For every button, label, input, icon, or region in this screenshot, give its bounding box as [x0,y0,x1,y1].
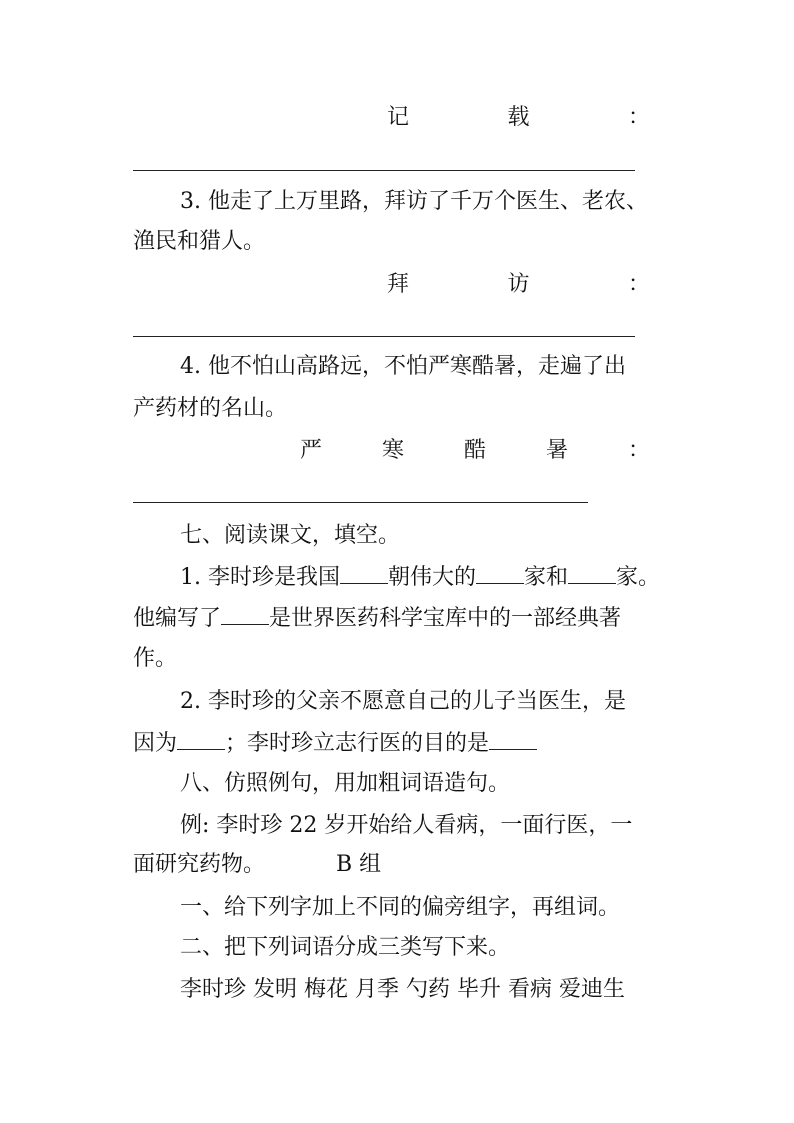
term-cold-heat [300,437,650,465]
text-segment: 朝伟大的 [387,565,476,590]
term-char: 寒 [381,438,404,463]
sec7-q1-line-3: 作。 [133,646,178,671]
sec7-q2-line-1: 2. 李时珍的父亲不愿意自己的儿子当医生，是 [180,689,626,714]
section-7-heading: 七、阅读课文，填空。 [180,523,401,548]
group-b-label: B 组 [336,852,382,877]
term-char: 暑 [545,438,568,463]
text-segment: 面研究药物。 [133,852,266,877]
answer-line [133,502,588,503]
term-char: 酷 [463,438,486,463]
text-segment: 1. 李时珍是我国 [180,565,340,590]
text-segment: 他编写了 [133,606,222,631]
q3-line-1: 3. 他走了上万里路，拜访了千万个医生、老农、 [180,189,648,214]
fill-blank[interactable] [568,563,616,584]
sec7-q2-line-2 [133,729,663,758]
text-segment: 家和 [524,565,569,590]
text-segment: 家。 [616,565,661,590]
answer-line [133,336,635,337]
sec8-example-line-2 [133,851,663,879]
fill-blank[interactable] [177,729,225,750]
sec7-q1-line-2 [133,604,663,633]
text-segment: ；李时珍立志行医的目的是 [225,731,490,756]
word-list: 李时珍 发明 梅花 月季 勺药 毕升 看病 爱迪生 [180,977,625,1002]
term-char: 严 [300,438,323,463]
term-colon: ： [627,272,650,297]
term-colon: ： [627,105,650,130]
text-segment: 因为 [133,731,178,756]
answer-line [133,170,635,171]
fill-blank[interactable] [476,563,524,584]
sec8-example-line-1: 例: 李时珍 22 岁开始给人看病，一面行医，一 [180,813,633,838]
term-char: 拜 [387,272,410,297]
term-visit [387,271,650,299]
term-colon: ： [627,438,650,463]
section-8-heading: 八、仿照例句，用加粗词语造句。 [180,771,511,796]
term-char: 记 [387,105,410,130]
term-char: 载 [507,105,530,130]
q3-line-2: 渔民和猎人。 [133,229,266,254]
q4-line-2: 产药材的名山。 [133,396,288,421]
b-section-2-heading: 二、把下列词语分成三类写下来。 [180,935,511,960]
q4-line-1: 4. 他不怕山高路远，不怕严寒酷暑，走遍了出 [180,354,626,379]
fill-blank[interactable] [221,604,269,625]
sec7-q1-line-1 [180,563,710,592]
text-segment: 是世界医药科学宝库中的一部经典著 [269,606,622,631]
fill-blank[interactable] [489,729,537,750]
term-char: 访 [507,272,530,297]
fill-blank[interactable] [340,563,388,584]
term-record [387,104,650,132]
b-section-1-heading: 一、给下列字加上不同的偏旁组字，再组词。 [180,895,621,920]
